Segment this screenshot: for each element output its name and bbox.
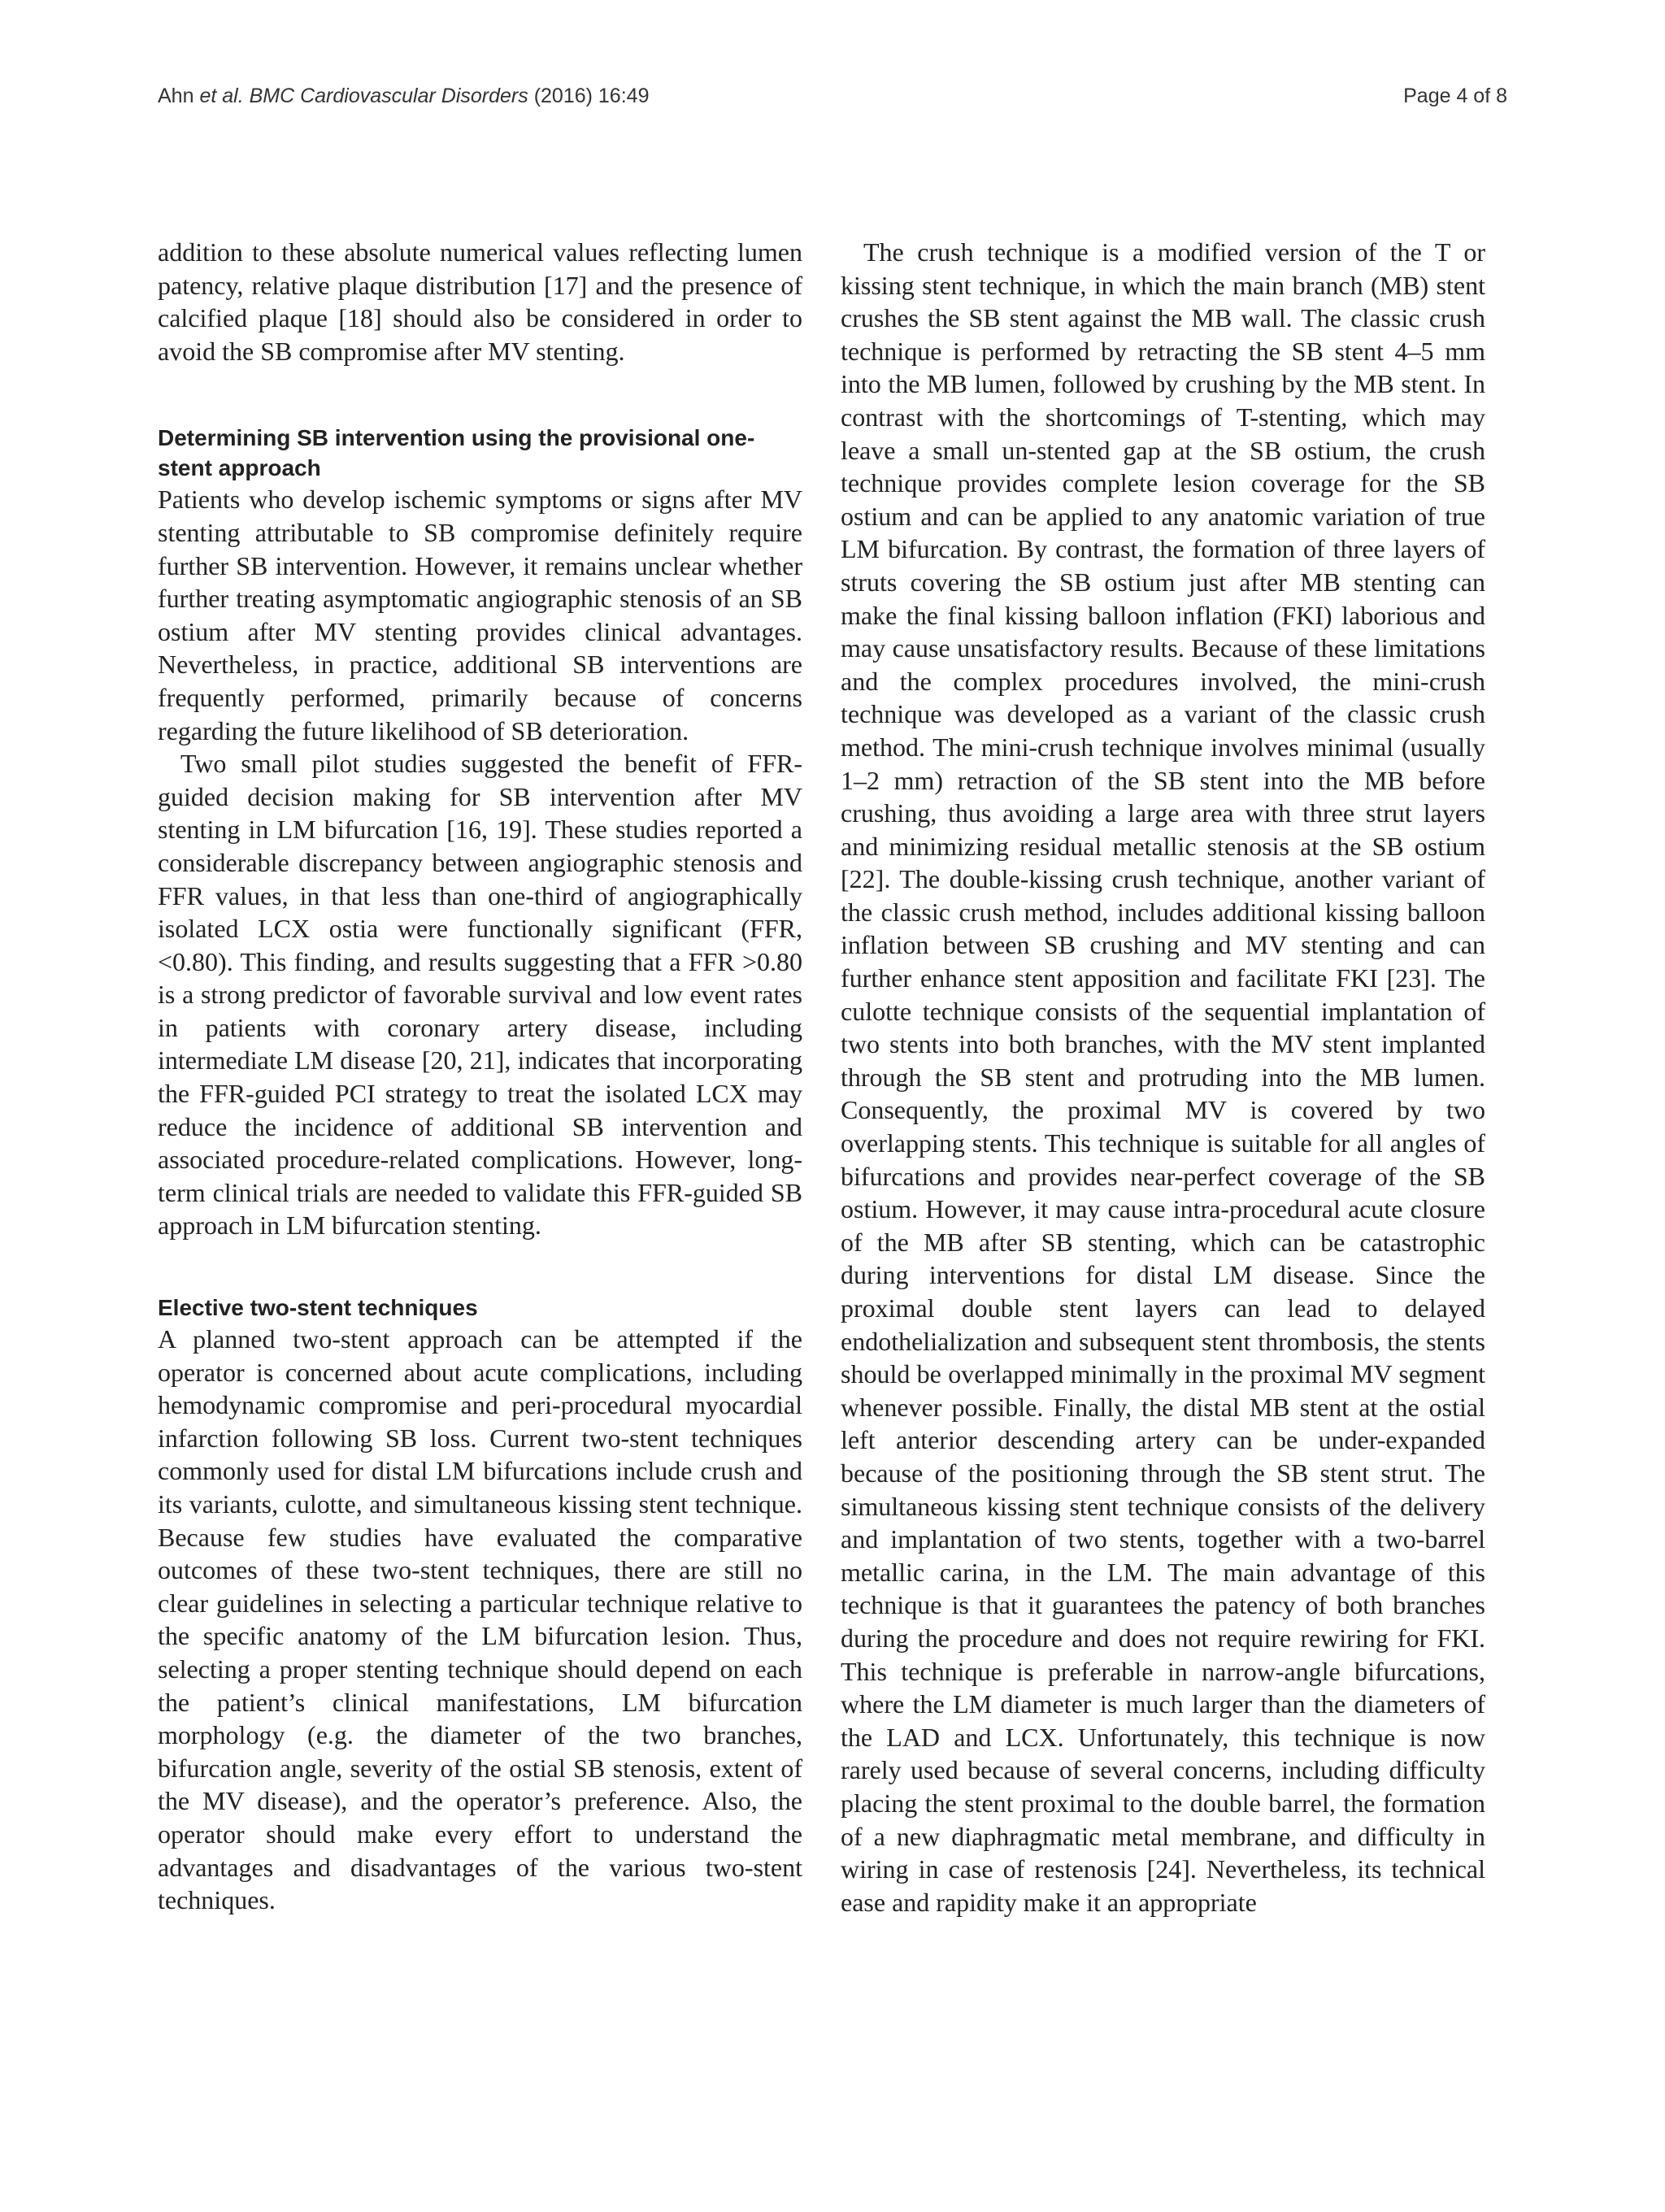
page-number: Page 4 of 8 (1403, 85, 1507, 107)
header-journal: BMC Cardiovascular Disorders (243, 85, 528, 107)
intro-paragraph: addition to these absolute numerical values reflecting lumen patency, relative plaque distribution [17] and the presence of calcified plaque [18] should also be considered in order to avoid the SB compromise after MV stenting. (158, 237, 802, 366)
header-etal: et al. (199, 85, 244, 107)
paragraph: The crush technique is a modified version of the T or kissing stent technique, in which the main branch (MB) stent crushes the SB stent against the MB wall. The classic crush technique is performed by retracting the SB stent 4–5 mm into the MB lumen, followed by crushing by the MB stent. In contrast with the shortcomings of T-stenting, which may leave a small un-stented gap at the SB ostium, the crush technique provides complete lesion coverage for the SB ostium and can be applied to any anatomic variation of true LM bifurcation. By contrast, the formation of three layers of struts covering the SB ostium just after MB stenting can make the final kissing balloon inflation (FKI) laborious and may cause unsatisfactory results. Because of these limitations and the complex procedures involved, the mini-crush technique was developed as a variant of the classic crush method. The mini-crush technique involves minimal (usually 1–2 mm) retraction of the SB stent into the MB before crushing, thus avoiding a large area with three strut layers and minimizing residual metallic stenosis at the SB ostium [22]. The double-kissing crush technique, another variant of the classic crush method, includes additional kissing balloon inflation between SB crushing and MV stenting and can further enhance stent apposition and facilitate FKI [23]. The culotte technique consists of the sequential implantation of two stents into both branches, with the MV stent implanted through the SB stent and protruding into the MB lumen. Consequently, the proximal MV is covered by two overlapping stents. This technique is suitable for all angles of bifurcations and provides near-perfect coverage of the SB ostium. However, it may cause intra-procedural acute closure of the MB after SB stenting, which can be catastrophic during interventions for distal LM disease. Since the proximal double stent layers can lead to delayed endothelialization and subsequent stent thrombosis, the stents should be overlapped minimally in the proximal MV segment whenever possible. Finally, the distal MB stent at the ostial left anterior descending artery can be under-expanded because of the positioning through the SB stent strut. The simultaneous kissing stent technique consists of the delivery and implantation of two stents, together with a two-barrel metallic carina, in the LM. The main advantage of this technique is that it guarantees the patency of both branches during the procedure and does not require rewiring for FKI. This technique is preferable in narrow-angle bifurcations, where the LM diameter is much larger than the diameters of the LAD and LCX. Unfortunately, this technique is now rarely used because of several concerns, including difficulty placing the stent proximal to the double barrel, the formation of a new diaphragmatic metal membrane, and difficulty in wiring in case of restenosis [24]. Nevertheless, its technical ease and rapidity make it an appropriate (841, 237, 1485, 1917)
left-column (158, 236, 802, 1917)
header-authors: Ahn (158, 85, 200, 107)
right-column (841, 236, 1485, 1919)
paragraph: Patients who develop ischemic symptoms or signs after MV stenting attributable to SB compromise definitely require further SB intervention. However, it remains unclear whether further treating asymptomatic angiographic stenosis of an SB ostium after MV stenting provides clinical advantages. Nevertheless, in practice, additional SB interventions are frequently performed, primarily because of concerns regarding the future likelihood of SB deterioration. (158, 485, 802, 745)
header-volume: (2016) 16:49 (528, 85, 650, 107)
section-heading-provisional-one-stent: Determining SB intervention using the provisional one-stent approach (158, 425, 755, 481)
paragraph: Two small pilot studies suggested the benefit of FFR-guided decision making for SB intervention after MV stenting in LM bifurcation [16, 19]. These studies reported a considerable discrepancy between angiographic stenosis and FFR values, in that less than one-third of angiographically isolated LCX ostia were functionally significant (FFR, <0.80). This finding, and results suggesting that a FFR >0.80 is a strong predictor of favorable survival and low event rates in patients with coronary artery disease, including intermediate LM disease [20, 21], indicates that incorporating the FFR-guided PCI strategy to treat the isolated LCX may reduce the incidence of additional SB intervention and associated procedure-related complications. However, long-term clinical trials are needed to validate this FFR-guided SB approach in LM bifurcation stenting. (158, 749, 802, 1241)
section-heading-elective-two-stent: Elective two-stent techniques (158, 1295, 478, 1321)
running-header (158, 85, 1507, 117)
header-citation (158, 85, 649, 108)
paragraph: A planned two-stent approach can be attempted if the operator is concerned about acute complications, including hemodynamic compromise and peri-procedural myocardial infarction following SB loss. Current two-stent techniques commonly used for distal LM bifurcations include crush and its variants, culotte, and simultaneous kissing stent technique. Because few studies have evaluated the comparative outcomes of these two-stent techniques, there are still no clear guidelines in selecting a particular technique relative to the specific anatomy of the LM bifurcation lesion. Thus, selecting a proper stenting technique should depend on each the patient’s clinical manifestations, LM bifurcation morphology (e.g. the diameter of the two branches, bifurcation angle, severity of the ostial SB stenosis, extent of the MV disease), and the operator’s preference. Also, the operator should make every effort to understand the advantages and disadvantages of the various two-stent techniques. (158, 1324, 802, 1915)
